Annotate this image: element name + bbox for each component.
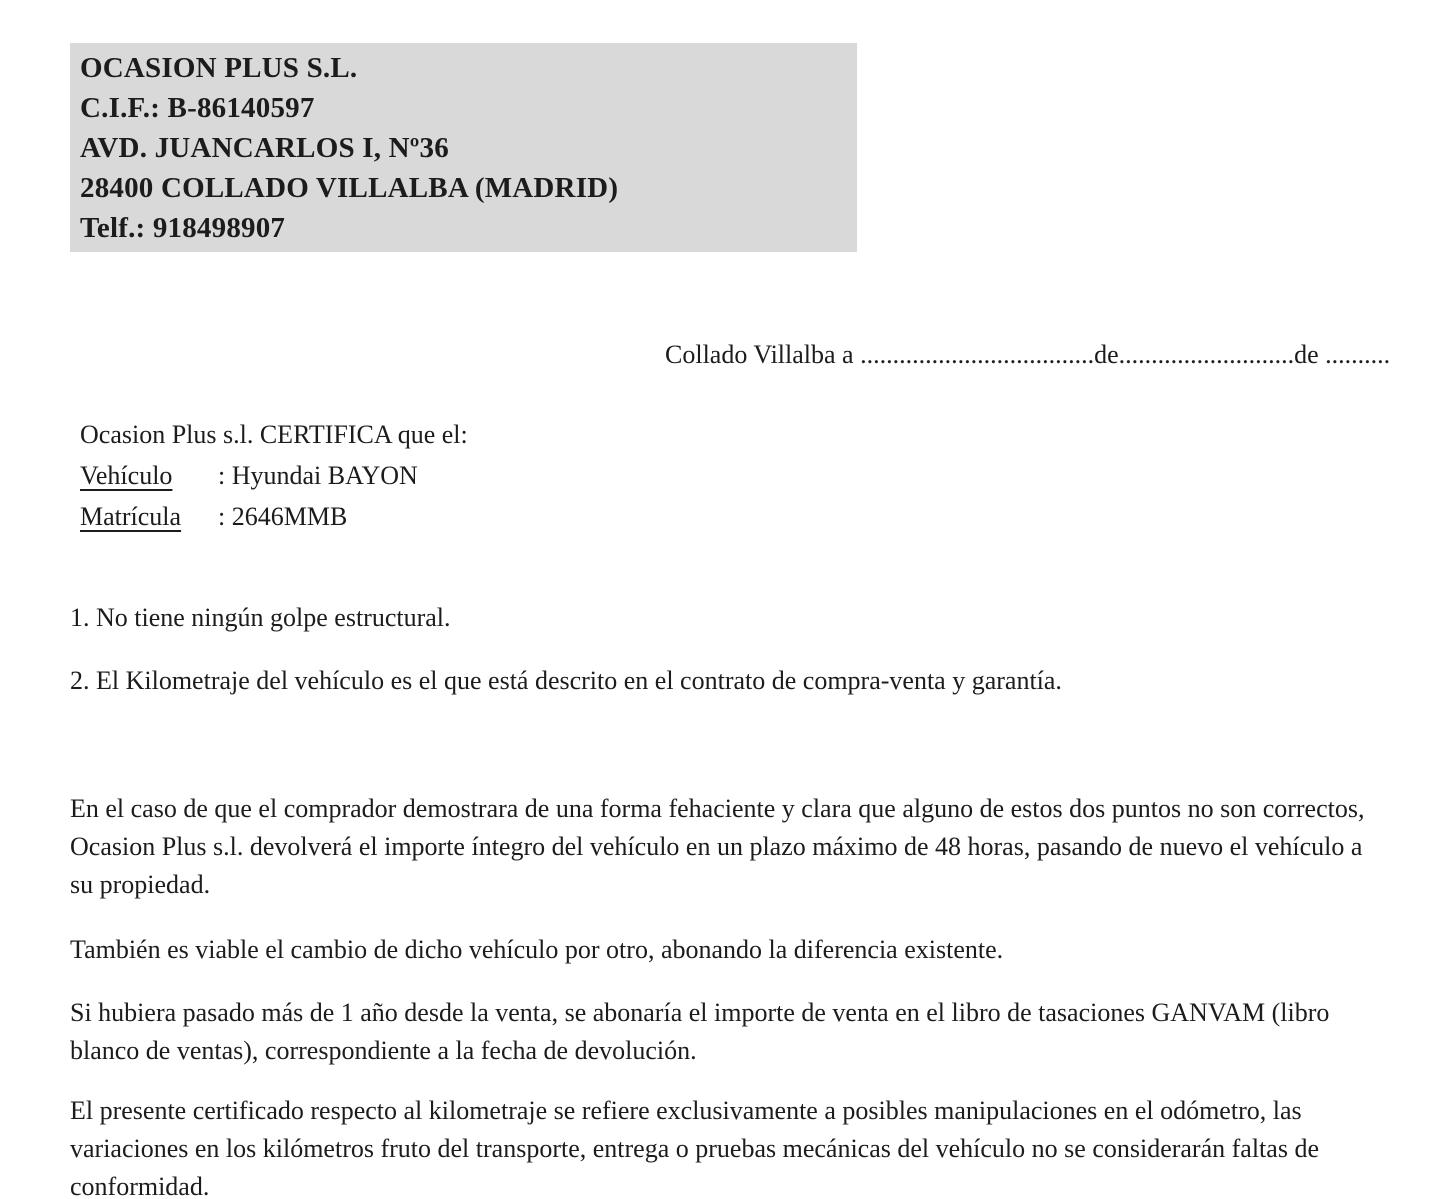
vehicle-field-label: Vehículo [80, 461, 173, 490]
plate-field [80, 496, 1378, 537]
vehicle-field-value: Hyundai BAYON [231, 461, 418, 490]
clause-no-structural-damage: 1. No tiene ningún golpe estructural. [70, 603, 451, 632]
paragraph-exchange-option: También es viable el cambio de dicho vehículo por otro, abonando la diferencia existente. [70, 935, 1004, 964]
letterhead [70, 43, 857, 252]
letterhead-phone: Telf.: 918498907 [80, 212, 286, 244]
certification-intro: Ocasion Plus s.l. CERTIFICA que el: [80, 420, 468, 449]
paragraph-refund-policy: En el caso de que el comprador demostrara de una forma fehaciente y clara que alguno de estos dos puntos no son correctos, Ocasion Plus s.l. devolverá el importe íntegro del vehículo en un plazo máximo de 48 horas, pasando de nuevo el vehículo a su propiedad. [70, 794, 1365, 899]
certification-block [70, 414, 1378, 537]
clause-mileage: 2. El Kilometraje del vehículo es el que está descrito en el contrato de compra-venta y garantía. [70, 666, 1062, 695]
paragraph-odometer-disclaimer: El presente certificado respecto al kilometraje se refiere exclusivamente a posibles manipulaciones en el odómetro, las variaciones en los kilómetros fruto del transporte, entrega o pruebas mecánicas del vehículo no se considerarán faltas de conformidad. [70, 1096, 1319, 1199]
letterhead-cif: C.I.F.: B-86140597 [80, 92, 315, 124]
date-line: Collado Villalba a ....................................de...........................de .......... [665, 340, 1391, 369]
paragraph-ganvam-valuation: Si hubiera pasado más de 1 año desde la venta, se abonaría el importe de venta en el libro de tasaciones GANVAM (libro blanco de ventas), correspondiente a la fecha de devolución. [70, 998, 1330, 1065]
letterhead-company-name: OCASION PLUS S.L. [80, 52, 358, 84]
vehicle-field [80, 455, 1378, 496]
document-page [0, 43, 1440, 1199]
letterhead-address: AVD. JUANCARLOS I, Nº36 [80, 132, 449, 164]
plate-field-label: Matrícula [80, 502, 182, 531]
plate-field-value: 2646MMB [231, 502, 348, 531]
field-separator: : [218, 461, 226, 490]
letterhead-city: 28400 COLLADO VILLALBA (MADRID) [80, 172, 619, 204]
field-separator: : [218, 502, 226, 531]
